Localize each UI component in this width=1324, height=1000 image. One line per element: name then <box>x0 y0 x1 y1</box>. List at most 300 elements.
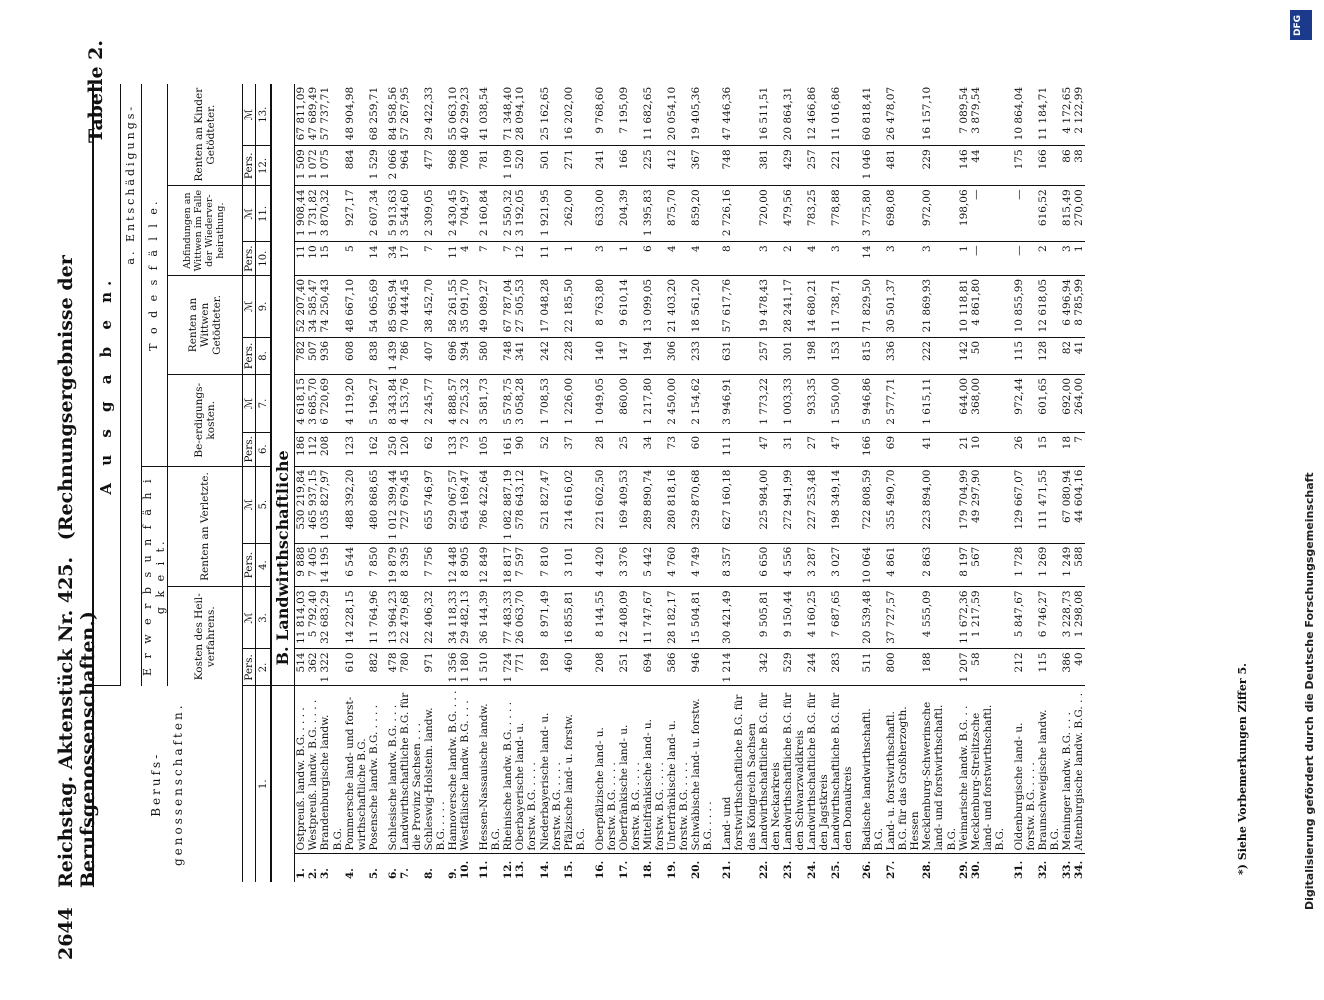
cell-c7: 3 058,28 <box>514 374 538 432</box>
table-body <box>295 84 1085 882</box>
cell-c5: 480 868,65 <box>368 466 380 543</box>
header-berufsgenossenschaften <box>93 686 243 882</box>
cell-c4: 8 905 <box>459 543 471 587</box>
cell-c7: 2 245,77 <box>423 374 447 432</box>
cell-c9: 74 250,43 <box>319 275 343 337</box>
table-row <box>782 84 806 882</box>
cell-c9: 30 501,37 <box>885 275 921 337</box>
spacer-cell <box>714 432 721 466</box>
table-row <box>806 84 830 882</box>
cell-c6: 37 <box>563 432 587 466</box>
spacer-cell <box>587 374 594 432</box>
cell-c2: 610 <box>344 649 368 686</box>
spacer-cell <box>1006 466 1013 543</box>
cell-c9: 10 118,81 <box>958 275 970 337</box>
spacer-cell <box>380 466 387 543</box>
cell-c3: 1 298,08 <box>1073 587 1085 649</box>
header-todesfaelle: T o d e s f ä l l e. <box>142 84 168 466</box>
spacer-cell <box>1006 686 1013 854</box>
header-pers: Pers. <box>243 649 256 686</box>
cell-c2: 251 <box>618 649 642 686</box>
cell-c8: 336 <box>885 337 921 374</box>
row-label: Schleswig-Holstein. landw. B.G. . . . . <box>423 686 447 854</box>
cell-c11: 198,06 <box>958 186 970 242</box>
table-row <box>594 84 618 882</box>
cell-c4: 4 861 <box>885 543 921 587</box>
cell-c2: 208 <box>594 649 618 686</box>
cell-c11: 783,25 <box>806 186 830 242</box>
cell-c4: 4 749 <box>690 543 714 587</box>
cell-c9: 21 403,20 <box>666 275 690 337</box>
row-number: 23. <box>781 860 794 879</box>
cell-c10: 3 <box>1061 242 1073 276</box>
row-label: Weimarische landw. B.G. . . <box>958 686 970 854</box>
cell-c8: 306 <box>666 337 690 374</box>
cell-c7: 5 196,27 <box>368 374 380 432</box>
cell-c7: 3 581,73 <box>478 374 502 432</box>
row-label: Oberfränkische land- u. forstw. B.G. . . . . <box>618 686 642 854</box>
table-row <box>423 84 447 882</box>
spacer-cell <box>380 432 387 466</box>
cell-c12: 367 <box>690 146 714 186</box>
spacer-cell <box>1006 146 1013 186</box>
cell-c7: 601,65 <box>1037 374 1061 432</box>
row-label: Pommersche land- und forst-wirthschaftliche B.G. <box>344 686 368 854</box>
cell-c4: 9 888 <box>295 543 308 587</box>
cell-c6: 60 <box>690 432 714 466</box>
cell-c11: 1 908,44 <box>295 186 308 242</box>
spacer-cell <box>587 84 594 146</box>
column-number: 9. <box>256 275 272 337</box>
cell-c12: 175 <box>1013 146 1037 186</box>
cell-c7: 6 720,69 <box>319 374 343 432</box>
cell-c5: 111 471,55 <box>1037 466 1061 543</box>
cell-c5: 727 679,45 <box>399 466 423 543</box>
dfg-logo-text: DFG <box>1293 14 1303 36</box>
row-number: 13. <box>514 860 527 879</box>
cell-c5: 179 704,99 <box>958 466 970 543</box>
cell-c6: 166 <box>861 432 885 466</box>
cell-c3: 9 150,44 <box>782 587 806 649</box>
cell-c10: 11 <box>539 242 563 276</box>
cell-c5: 272 941,99 <box>782 466 806 543</box>
cell-c3: 37 727,57 <box>885 587 921 649</box>
row-label: Hannoversche landw. B.G. . . . <box>447 686 459 854</box>
cell-c12: 229 <box>921 146 957 186</box>
cell-c10: 14 <box>368 242 380 276</box>
spacer-cell <box>714 84 721 146</box>
cell-c5: 280 818,16 <box>666 466 690 543</box>
spacer-cell <box>854 854 861 882</box>
spacer-cell <box>471 337 478 374</box>
cell-c3: 4 555,09 <box>921 587 957 649</box>
spacer-cell <box>714 587 721 649</box>
spacer-cell <box>471 242 478 276</box>
cell-c13: 84 958,56 <box>387 84 399 146</box>
cell-c13: 16 202,00 <box>563 84 587 146</box>
row-label: Rheinische landw. B.G. . . . . <box>502 686 514 854</box>
table-row <box>690 84 714 882</box>
table-row <box>368 84 380 882</box>
cell-c13: 12 466,86 <box>806 84 830 146</box>
header-blank <box>243 686 256 882</box>
cell-c2: 362 <box>307 649 319 686</box>
cell-c13: 68 259,71 <box>368 84 380 146</box>
section-title: B. Landwirthschaftliche <box>271 84 295 686</box>
cell-c2: 283 <box>830 649 854 686</box>
row-label: Westfälische landw. B.G. . . . <box>459 686 471 854</box>
cell-c8: 407 <box>423 337 447 374</box>
cell-c6: 7 <box>1073 432 1085 466</box>
table-row <box>861 84 885 882</box>
cell-c10: 1 <box>563 242 587 276</box>
cell-c12: 1 109 <box>502 146 514 186</box>
cell-c3: 26 063,70 <box>514 587 538 649</box>
cell-c4: 4 420 <box>594 543 618 587</box>
cell-c3: 15 504,81 <box>690 587 714 649</box>
row-label: Niederbayerische land- u. forstw. B.G. . . . . <box>539 686 563 854</box>
cell-c7: 1 003,33 <box>782 374 806 432</box>
cell-c9: 28 241,17 <box>782 275 806 337</box>
row-number: 26. <box>861 860 874 879</box>
spacer-cell <box>380 587 387 649</box>
cell-c7: 1 708,53 <box>539 374 563 432</box>
cell-c8: 815 <box>861 337 885 374</box>
cell-c13: 28 094,10 <box>514 84 538 146</box>
spacer-cell <box>854 337 861 374</box>
row-label: Mecklenburg-Strelitzsche land- und forstwirthschaftl. B.G. <box>970 686 1006 854</box>
cell-c5: 521 827,47 <box>539 466 563 543</box>
spacer-cell <box>854 84 861 146</box>
cell-c9: 49 089,27 <box>478 275 502 337</box>
header-berufs: Berufs- <box>149 751 164 817</box>
cell-c10: 14 <box>861 242 885 276</box>
row-label: Landwirthschaftliche B.G. für die Provinz Sachsen . . . <box>399 686 423 854</box>
row-label: Mittelfränkische land- u. forstw. B.G. . . . . <box>642 686 666 854</box>
cell-c13: 60 818,41 <box>861 84 885 146</box>
row-label: Land- u. forstwirthschaftl. B.G. für das Großherzogth. Hessen <box>885 686 921 854</box>
table-row <box>721 84 757 882</box>
cell-c11: 1 731,82 <box>307 186 319 242</box>
spacer-cell <box>380 242 387 276</box>
table-row <box>502 84 514 882</box>
cell-c7: 1 550,00 <box>830 374 854 432</box>
cell-c2: 1 214 <box>721 649 757 686</box>
cell-c5: 223 894,00 <box>921 466 957 543</box>
cell-c4: 3 027 <box>830 543 854 587</box>
cell-c13: 47 689,49 <box>307 84 319 146</box>
row-label: Brandenburgische landw. B.G. <box>319 686 343 854</box>
cell-c6: 47 <box>830 432 854 466</box>
cell-c12: 520 <box>514 146 538 186</box>
cell-c4: 3 101 <box>563 543 587 587</box>
row-label: Ostpreuß. landw. B.G. . . . . <box>295 686 308 854</box>
cell-c4: 6 544 <box>344 543 368 587</box>
cell-c8: 242 <box>539 337 563 374</box>
cell-c5: 1 012 399,44 <box>387 466 399 543</box>
cell-c4: 12 448 <box>447 543 459 587</box>
cell-c8: 198 <box>806 337 830 374</box>
row-number: 14. <box>538 860 551 879</box>
table-row <box>447 84 459 882</box>
cell-c6: 31 <box>782 432 806 466</box>
cell-c12: 1 529 <box>368 146 380 186</box>
cell-c5: 355 490,70 <box>885 466 921 543</box>
cell-c6: 62 <box>423 432 447 466</box>
cell-c7: 368,00 <box>970 374 1006 432</box>
cell-c10: 3 <box>885 242 921 276</box>
cell-c3: 1 217,59 <box>970 587 1006 649</box>
cell-c3: 20 539,48 <box>861 587 885 649</box>
cell-c3: 6 746,27 <box>1037 587 1061 649</box>
cell-c8: 115 <box>1013 337 1037 374</box>
cell-c8: 608 <box>344 337 368 374</box>
cell-c6: 133 <box>447 432 459 466</box>
spacer-cell <box>380 84 387 146</box>
cell-c10: 4 <box>806 242 830 276</box>
header-renten-kinder: Renten an Kinder Getödteter. <box>168 84 243 186</box>
row-number: 6. <box>386 868 399 879</box>
row-label: Altenburgische landw. B.G. . . <box>1073 686 1085 854</box>
cell-c10: 3 <box>830 242 854 276</box>
spacer-cell <box>587 146 594 186</box>
cell-c10: 7 <box>423 242 447 276</box>
table-row <box>344 84 368 882</box>
cell-c3: 4 160,25 <box>806 587 830 649</box>
cell-c3: 7 687,65 <box>830 587 854 649</box>
cell-c5: 129 667,07 <box>1013 466 1037 543</box>
cell-c6: 112 <box>307 432 319 466</box>
table-row <box>539 84 563 882</box>
cell-c9: 9 610,14 <box>618 275 642 337</box>
cell-c2: 1 180 <box>459 649 471 686</box>
cell-c12: 501 <box>539 146 563 186</box>
row-label: Schwäbische land- u. forstw. B.G. . . . . <box>690 686 714 854</box>
cell-c12: 968 <box>447 146 459 186</box>
cell-c13: 55 063,10 <box>447 84 459 146</box>
spacer-cell <box>380 543 387 587</box>
spacer-cell <box>471 186 478 242</box>
row-number: 33. <box>1061 860 1074 879</box>
cell-c4: 18 817 <box>502 543 514 587</box>
cell-c4: 14 195 <box>319 543 343 587</box>
cell-c8: 82 <box>1061 337 1073 374</box>
cell-c13: 16 157,10 <box>921 84 957 146</box>
cell-c10: — <box>1013 242 1037 276</box>
row-label: Landwirthschaftliche B.G. für den Schwarzwaldkreis <box>782 686 806 854</box>
spacer-cell <box>854 649 861 686</box>
cell-c3: 30 421,49 <box>721 587 757 649</box>
cell-c10: 7 <box>478 242 502 276</box>
cell-c7: 1 615,11 <box>921 374 957 432</box>
header-beerdigungskosten: Be-erdigungs-kosten. <box>168 374 243 466</box>
cell-c13: 67 811,09 <box>295 84 308 146</box>
cell-c9: 22 185,50 <box>563 275 587 337</box>
cell-c12: 1 072 <box>307 146 319 186</box>
row-label: Oberpfälzische land- u. forstw. B.G. . . . . <box>594 686 618 854</box>
cell-c13: 20 054,10 <box>666 84 690 146</box>
table-row <box>514 84 538 882</box>
cell-c11: 270,00 <box>1073 186 1085 242</box>
table-row <box>319 84 343 882</box>
row-number: 17. <box>617 860 630 879</box>
spacer-cell <box>714 466 721 543</box>
table-row <box>1013 84 1037 882</box>
cell-c2: 212 <box>1013 649 1037 686</box>
cell-c13: 9 768,60 <box>594 84 618 146</box>
cell-c8: 1 439 <box>387 337 399 374</box>
cell-c7: 2 725,32 <box>459 374 471 432</box>
spacer-cell <box>1006 432 1013 466</box>
cell-c3: 5 792,40 <box>307 587 319 649</box>
cell-c10: 5 <box>344 242 368 276</box>
cell-c9: 71 829,50 <box>861 275 885 337</box>
cell-c10: 1 <box>618 242 642 276</box>
row-label: Oberbayerische land- u. forstw. B.G. . . . . <box>514 686 538 854</box>
cell-c6: 25 <box>618 432 642 466</box>
cell-c3: 12 408,09 <box>618 587 642 649</box>
cell-c2: 244 <box>806 649 830 686</box>
cell-c7: 1 049,05 <box>594 374 618 432</box>
cell-c6: 120 <box>399 432 423 466</box>
cell-c4: 1 249 <box>1061 543 1073 587</box>
cell-c8: 140 <box>594 337 618 374</box>
cell-c6: 123 <box>344 432 368 466</box>
row-number: 27. <box>885 860 898 879</box>
row-label: Landwirthschaftliche B.G. für den Neckarkreis <box>758 686 782 854</box>
column-number: 12. <box>256 146 272 186</box>
cell-c7: 4 888,57 <box>447 374 459 432</box>
cell-c2: 40 <box>1073 649 1085 686</box>
spacer-cell <box>714 275 721 337</box>
table-row <box>958 84 970 882</box>
row-number: 19. <box>666 860 679 879</box>
spacer-cell <box>380 686 387 854</box>
spacer-cell <box>1006 374 1013 432</box>
group-spacer <box>854 84 861 882</box>
cell-c12: 708 <box>459 146 471 186</box>
cell-c8: 257 <box>758 337 782 374</box>
header-mark: ℳ <box>243 186 256 242</box>
cell-c2: 342 <box>758 649 782 686</box>
table-row <box>459 84 471 882</box>
group-spacer <box>380 84 387 882</box>
cell-c6: 73 <box>459 432 471 466</box>
cell-c6: 105 <box>478 432 502 466</box>
cell-c11: 2 607,34 <box>368 186 380 242</box>
cell-c12: 86 <box>1061 146 1073 186</box>
cell-c8: 50 <box>970 337 1006 374</box>
cell-c13: 25 162,65 <box>539 84 563 146</box>
title-main: Reichstag. Aktenstück Nr. 425. <box>55 556 77 888</box>
cell-c10: 3 <box>758 242 782 276</box>
row-number: 24. <box>805 860 818 879</box>
spacer-cell <box>854 432 861 466</box>
cell-c4: 2 863 <box>921 543 957 587</box>
column-number: 4. <box>256 543 272 587</box>
cell-c4: 588 <box>1073 543 1085 587</box>
cell-c2: 478 <box>387 649 399 686</box>
cell-c10: 17 <box>399 242 423 276</box>
group-spacer <box>1006 84 1013 882</box>
cell-c4: 10 064 <box>861 543 885 587</box>
cell-c7: 4 119,20 <box>344 374 368 432</box>
cell-c6: 10 <box>970 432 1006 466</box>
cell-c6: 161 <box>502 432 514 466</box>
row-number: 8. <box>422 868 435 879</box>
row-number: 12. <box>502 860 515 879</box>
cell-c10: 10 <box>307 242 319 276</box>
cell-c8: 228 <box>563 337 587 374</box>
cell-c13: 16 511,51 <box>758 84 782 146</box>
cell-c3: 36 144,39 <box>478 587 502 649</box>
cell-c8: 128 <box>1037 337 1061 374</box>
cell-c6: 41 <box>921 432 957 466</box>
spacer-cell <box>587 186 594 242</box>
cell-c5: 1 035 827,97 <box>319 466 343 543</box>
digitization-credit <box>1288 10 1318 990</box>
table-row <box>970 84 1006 882</box>
spacer-cell <box>1006 84 1013 146</box>
spacer-cell <box>587 543 594 587</box>
spacer-cell <box>1006 649 1013 686</box>
cell-c11: 3 192,05 <box>514 186 538 242</box>
cell-c12: 381 <box>758 146 782 186</box>
cell-c8: 786 <box>399 337 423 374</box>
spacer-cell <box>380 275 387 337</box>
cell-c6: 28 <box>594 432 618 466</box>
cell-c3: 34 118,33 <box>447 587 459 649</box>
row-number: 34. <box>1073 860 1086 879</box>
header-genossenschaften: genossenschaften. <box>171 702 186 867</box>
cell-c6: 47 <box>758 432 782 466</box>
row-number: 25. <box>829 860 842 879</box>
cell-c11: 972,00 <box>921 186 957 242</box>
cell-c10: 2 <box>782 242 806 276</box>
row-label: Hessen-Nassauische landw. B.G. <box>478 686 502 854</box>
cell-c3: 9 505,81 <box>758 587 782 649</box>
section-blank <box>271 686 295 882</box>
spacer-cell <box>471 374 478 432</box>
header-renten-verletzte: Renten an Verletzte. <box>168 466 243 587</box>
spacer-cell <box>1006 242 1013 276</box>
spacer-cell <box>854 686 861 854</box>
cell-c3: 28 182,17 <box>666 587 690 649</box>
cell-c11: 2 726,16 <box>721 186 757 242</box>
spacer-cell <box>380 854 387 882</box>
cell-c8: 41 <box>1073 337 1085 374</box>
cell-c7: 1 773,22 <box>758 374 782 432</box>
cell-c13: 10 864,04 <box>1013 84 1037 146</box>
cell-c5: 198 349,14 <box>830 466 854 543</box>
cell-c12: 781 <box>478 146 502 186</box>
cell-c5: 722 808,59 <box>861 466 885 543</box>
table-row <box>885 84 921 882</box>
cell-c7: 264,00 <box>1073 374 1085 432</box>
cell-c11: — <box>970 186 1006 242</box>
spacer-cell <box>587 649 594 686</box>
cell-c9: 38 452,70 <box>423 275 447 337</box>
cell-c10: 15 <box>319 242 343 276</box>
cell-c9: 13 099,05 <box>642 275 666 337</box>
cell-c5: 44 604,16 <box>1073 466 1085 543</box>
cell-c5: 225 984,00 <box>758 466 782 543</box>
cell-c2: 514 <box>295 649 308 686</box>
cell-c11: 5 913,63 <box>387 186 399 242</box>
table-row <box>642 84 666 882</box>
spacer-cell <box>587 337 594 374</box>
cell-c6: 34 <box>642 432 666 466</box>
